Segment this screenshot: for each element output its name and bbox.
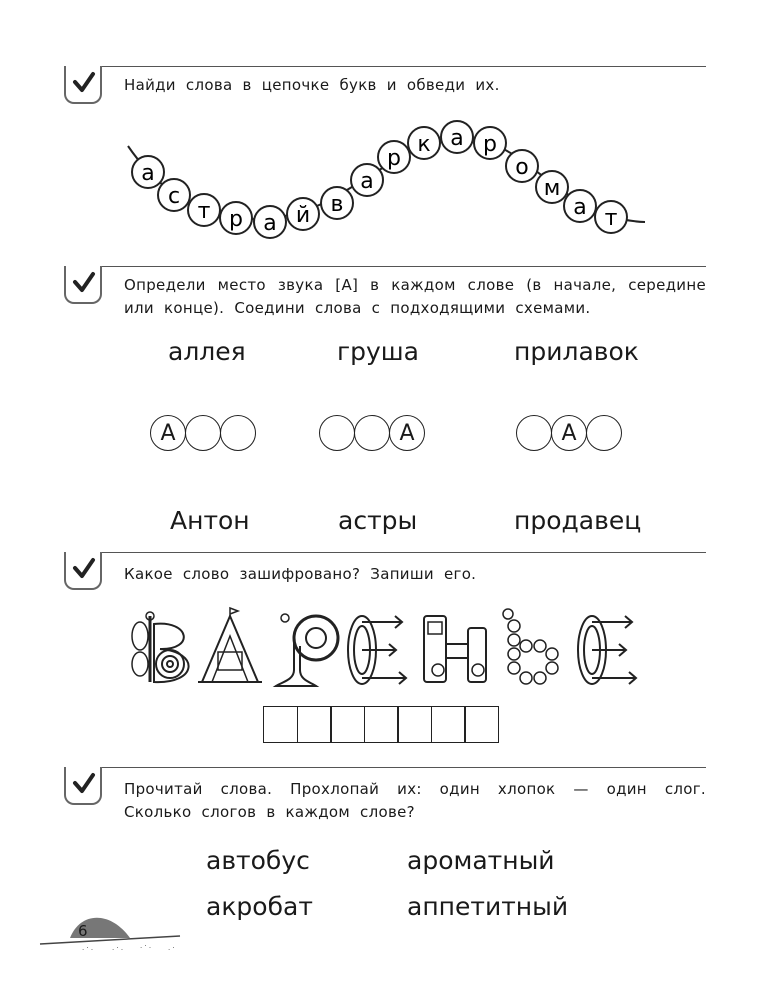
chain-bead xyxy=(474,127,506,159)
checkmark-icon xyxy=(72,556,96,580)
chain-letter: о xyxy=(515,155,529,180)
checkbox[interactable] xyxy=(64,266,102,304)
word-top-2: груша xyxy=(337,337,419,366)
checkbox[interactable] xyxy=(64,552,102,590)
chain-letter: р xyxy=(483,132,497,157)
syllable-word-4: аппетитный xyxy=(407,892,569,921)
chain-letter: а xyxy=(360,169,374,194)
svg-text:. ‧ .: . ‧ . xyxy=(82,944,94,952)
syllable-word-3: акробат xyxy=(206,892,313,921)
svg-text:. ‧ .: . ‧ . xyxy=(112,944,124,952)
chain-bead xyxy=(441,121,473,153)
word-top-3: прилавок xyxy=(514,337,639,366)
word-bottom-1: Антон xyxy=(170,506,250,535)
letter-e-picture-1 xyxy=(348,616,406,684)
page-number: 6 xyxy=(78,922,88,940)
svg-text:. ‧: . ‧ xyxy=(168,944,175,952)
chain-letter: а xyxy=(141,161,155,186)
sound-scheme-1[interactable]: А xyxy=(150,415,255,451)
answer-cells[interactable] xyxy=(263,706,498,743)
chain-letter: т xyxy=(604,206,618,231)
chain-bead xyxy=(220,202,252,234)
chain-bead xyxy=(595,201,627,233)
chain-bead xyxy=(158,179,190,211)
answer-cell[interactable] xyxy=(397,706,432,743)
answer-cell[interactable] xyxy=(464,706,499,743)
chain-bead xyxy=(321,187,353,219)
chain-letter: й xyxy=(295,203,311,228)
chain-bead xyxy=(132,156,164,188)
checkmark-icon xyxy=(72,771,96,795)
answer-cell[interactable] xyxy=(330,706,365,743)
chain-bead xyxy=(351,164,383,196)
letter-chain xyxy=(0,0,762,260)
svg-text:. ‧ .: . ‧ . xyxy=(140,942,152,950)
task-1-instruction: Найди слова в цепочке букв и обведи их. xyxy=(124,76,500,94)
chain-bead xyxy=(378,141,410,173)
chain-bead xyxy=(254,206,286,238)
chain-letter: с xyxy=(167,184,181,209)
chain-letter: а xyxy=(263,211,277,236)
chain-bead xyxy=(408,127,440,159)
chain-letter: р xyxy=(387,146,401,171)
letter-soft-sign-picture xyxy=(503,609,558,684)
sound-scheme-2[interactable]: А xyxy=(319,415,424,451)
section-rule xyxy=(64,767,706,768)
page-corner-decoration xyxy=(30,910,230,970)
answer-cell[interactable] xyxy=(431,706,466,743)
chain-bead xyxy=(536,171,568,203)
letter-n-picture xyxy=(424,616,486,682)
chain-letter: т xyxy=(197,199,211,224)
task-4-instruction: Прочитай слова. Прохлопай их: один хлопок — один слог. Сколько слогов в каждом слове? xyxy=(124,780,706,821)
word-top-1: аллея xyxy=(168,337,246,366)
chain-bead xyxy=(287,198,319,230)
cipher-picture-letters xyxy=(0,606,762,696)
chain-letter: а xyxy=(450,126,464,151)
checkbox[interactable] xyxy=(64,767,102,805)
answer-cell[interactable] xyxy=(297,706,332,743)
chain-bead xyxy=(564,190,596,222)
chain-bead xyxy=(188,194,220,226)
chain-letter: м xyxy=(543,176,561,201)
section-rule xyxy=(64,552,706,553)
section-rule xyxy=(64,266,706,267)
syllable-word-2: ароматный xyxy=(407,846,555,875)
task-2-instruction: Определи место звука [А] в каждом слове (в начале, середине или конце). Соедини слова с подходящими схемами. xyxy=(124,276,706,317)
word-bottom-3: продавец xyxy=(514,506,642,535)
sound-scheme-3[interactable]: А xyxy=(516,415,621,451)
chain-letter: а xyxy=(573,195,587,220)
letter-r-picture xyxy=(276,614,338,686)
answer-cell[interactable] xyxy=(364,706,399,743)
task-3-instruction: Какое слово зашифровано? Запиши его. xyxy=(124,565,477,583)
letter-v-picture xyxy=(132,612,189,682)
chain-letter: р xyxy=(229,207,243,232)
syllable-word-1: автобус xyxy=(206,846,310,875)
word-bottom-2: астры xyxy=(338,506,418,535)
letter-a-picture xyxy=(198,608,262,682)
chain-letter: к xyxy=(417,132,431,157)
checkmark-icon xyxy=(72,270,96,294)
chain-bead xyxy=(506,150,538,182)
letter-e-picture-2 xyxy=(578,616,636,684)
answer-cell[interactable] xyxy=(263,706,298,743)
chain-letter: в xyxy=(330,192,344,217)
